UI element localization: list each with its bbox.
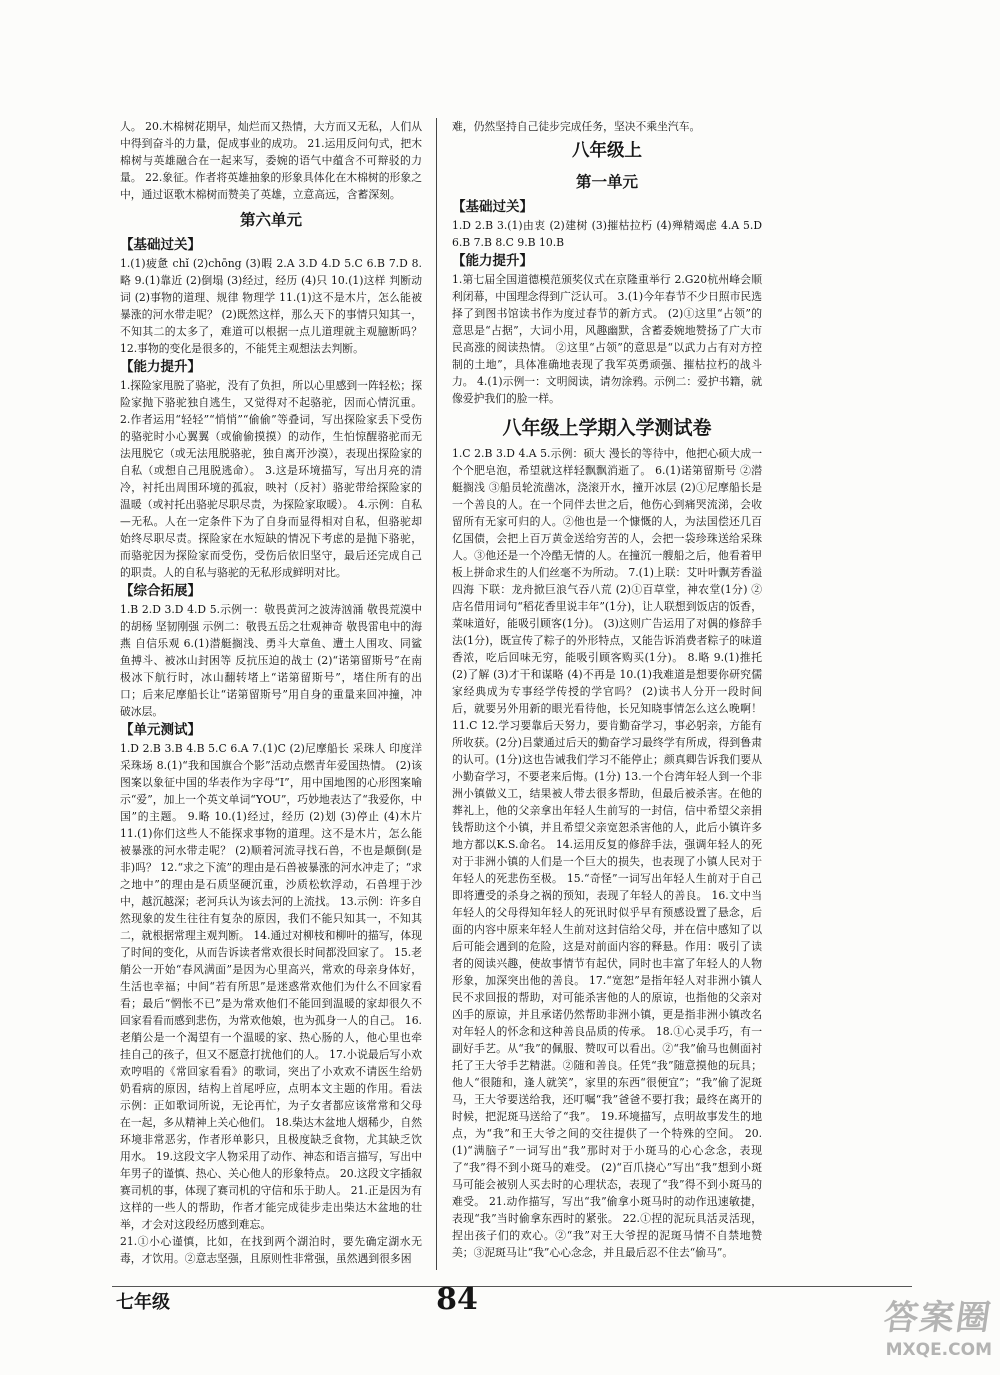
- entrance-test-title: 八年级上学期入学测试卷: [502, 417, 712, 439]
- continued-answer-text: 难，仍然坚持自己徒步完成任务，坚决不乘坐汽车。: [452, 120, 701, 133]
- page-number: 84: [436, 1282, 478, 1317]
- unit-test-answers-continued: 21.①小心谨慎，比如，在找到两个湖泊时，要先确定湖水无毒，才饮用。②意志坚强，且原则性非常强，虽然遇到很多困: [120, 1235, 422, 1265]
- ability-answers: 1.第七届全国道德模范颁奖仪式在京隆重举行 2.G20杭州峰会顺利闭幕，中国理念得到广泛认可。 3.(1)今年春节不少日照市民选择了到图书馆读书作为度过春节的新方式。 (2)①这里“占领”的意思是“占据”，大词小用，风趣幽默，含蓄委婉地赞扬了广大市民高涨的阅读热情。 ②这里“占领”的意思是“以武力占有对方控制的土地”，具体准确地表现了我军英勇顽强、摧枯拉朽的战斗力。 4.(1)示例一：文明阅读，请勿涂鸦。示例二：爱护书籍，就像爱护我们的脸一样。: [452, 273, 762, 405]
- expand-section-heading: 【综合拓展】: [120, 583, 201, 599]
- footer-rule: [112, 1286, 912, 1287]
- ability-answers: 1.探险家甩脱了骆驼，没有了负担，所以心里感到一阵轻松；探险家抛下骆驼独自逃生，又觉得对不起骆驼，因而心情沉重。 2.作者运用“轻轻”“悄悄”“偷偷”等叠词，写出探险家丢下受伤的骆驼时小心翼翼（或偷偷摸摸）的动作，生怕惊醒骆驼而无法甩脱它（或无法甩脱骆驼，独自离开沙漠），表现出探险家的自私（或想自己甩脱逃命）。 3.这是环境描写，写出月亮的清冷，衬托出周围环境的孤寂，映衬（反衬）骆驼带给探险家的温暖（或衬托出骆驼尽职尽责，为探险家取暖）。 4.示例：自私—无私。人在一定条件下为了自身而显得相对自私，但骆驼却始终尽职尽责。探险家在水短缺的情况下考虑的是抛下骆驼，而骆驼因为探险家而受伤，受伤后依旧坚守，最后还完成自己的职责。人的自私与骆驼的无私形成鲜明对比。: [120, 379, 422, 579]
- expand-answers: 1.B 2.D 3.D 4.D 5.示例一：敬畏黄河之波涛汹涌 敬畏荒漠中的胡杨 坚韧刚强 示例二：敬畏五岳之壮观神奇 敬畏雷电中的海燕 自信乐观 6.(1)潜艇搁浅、勇斗大章鱼、遭土人围攻、同鲨鱼搏斗、被冰山封困等 反抗压迫的战士 (2)“诺第留斯号”在南极冰下航行时，冰山翻转堵上“诺第留斯号”，堵住所有的出口；后来尼摩船长让“诺第留斯号”用自身的重量来回冲撞，冲破冰层。: [120, 603, 422, 718]
- unit-test-heading: 【单元测试】: [120, 722, 201, 738]
- ability-section-heading: 【能力提升】: [452, 253, 533, 269]
- basic-section-heading: 【基础过关】: [120, 237, 201, 253]
- column-divider: [436, 118, 437, 1270]
- footer-grade-label: 七年级: [116, 1292, 170, 1313]
- unit-test-answers: 1.D 2.B 3.B 4.B 5.C 6.A 7.(1)C (2)尼摩船长 采珠人 印度洋采珠场 8.(1)“我和国旗合个影”活动点燃青年爱国热情。 (2)该图案以象征中国的华表作为字母“I”，用中国地图的心形图案喻示“爱”，加上一个英文单词“YOU”，巧妙地表达了“我爱你，中国”的主题。 9.略 10.(1)经过，经历 (2)划 (3)停止 (4)木片 11.(1)你们这些人不能探求事物的道理。这不是木片，怎么能被暴涨的河水带走呢？ (2)顺着河流寻找石兽，不也是颠倒(是非)吗？ 12.“求之下流”的理由是石兽被暴涨的河水冲走了；“求之地中”的理由是石质坚硬沉重，沙质松软浮动，石兽埋于沙中，越沉越深；老河兵认为该去河的上流找。 13.示例：许多自然现象的发生往往有复杂的原因，我们不能只知其一，不知其二，就根据常理主观判断。 14.通过对柳枝和柳叶的描写，体现了时间的变化，从而告诉读者常欢很长时间都没回家了。 15.老艄公一开始“春风满面”是因为心里高兴，常欢的母亲身体好，生活也幸福；中间“若有所思”是迷惑常欢他们为什么不回家看看；最后“惘怅不已”是为常欢他们不能回到温暖的家却很久不回家看看而感到悲伤，为常欢他娘，也为孤身一人的自己。 16.老艄公是一个渴望有一个温暖的家、热心肠的人，他心里也牵挂自己的孩子，但又不愿意打扰他们的人。 17.小说最后写小欢欢哼唱的《常回家看看》的歌词，突出了小欢欢不请医生给奶奶看病的原因，结构上首尾呼应，点明本文主题的作用。看法示例：正如歌词所说，无论再忙，为子女者都应该常常和父母在一起，多从精神上关心他们。 18.柴达木盆地人烟稀少，自然环境非常恶劣，作者形单影只，且极度缺乏食物，尤其缺乏饮用水。 19.这段文字人物采用了动作、神态和语言描写，写出中年男子的谨慎、热心、关心他人的形象特点。 20.这段文字插叙赛司机的事，体现了赛司机的守信和乐于助人。 21.正是因为有这样的一些人的帮助，作者才能完成徒步走出柴达木盆地的壮举，才会对这段经历感到难忘。: [120, 742, 422, 1231]
- watermark: [812, 1296, 995, 1368]
- basic-answers: 1.(1)疲惫 chǐ (2)chōng (3)暇 2.A 3.D 4.D 5.C 6.B 7.D 8.略 9.(1)靠近 (2)倒塌 (3)经过，经历 (4)只 10.(1)这样 判断动词 (2)事物的道理、规律 物理学 11.(1)这不是木片，怎么能被暴涨的河水带走呢？ (2)既然这样，那么天下的事情只知其一，不知其二的太多了，难道可以根据一点儿道理就主观臆断吗？ 12.事物的变化是很多的，不能凭主观想法去判断。: [120, 257, 422, 355]
- grade-title: 八年级上: [572, 141, 642, 161]
- entrance-test-answers: 1.C 2.B 3.D 4.A 5.示例：硕大 漫长的等待中，他把心硕大成一个个肥皂泡，希望就这样轻飘飘消逝了。 6.(1)诺第留斯号 ②潜艇搁浅 ③船员轮流凿冰，浇滚开水，撞开冰层 (2)①尼摩船长是一个善良的人。在一个同伴去世之后，他伤心到痛哭流涕，会收留所有无家可归的人。②他也是一个慷慨的人，为法国偿还几百亿国债，会把上百万黄金送给穷苦的人，会把一袋珍珠送给采珠人。③他还是一个冷酷无情的人。在撞沉一艘船之后，他看着甲板上拼命求生的人们丝毫不为所动。 7.(1)上联：艾叶叶飘芳香溢四海 下联：龙舟掀巨浪气吞八荒 (2)①百草堂，神农堂(1分) ②店名借用词句“稻花香里说丰年”(1分)，让人联想到饭店的饭香，菜味道好，能吸引顾客(1分)。 (3)这则广告运用了对偶的修辞手法(1分)，既宣传了粽子的外形特点，又能告诉消费者粽子的味道香浓，吃后回味无穷，能吸引顾客购买(1分)。 8.略 9.(1)推托 (2)了解 (3)才干和谋略 (4)不再是 10.(1)我难道是想要你研究儒家经典成为专事经学传授的学官吗？ (2)读书人分开一段时间后，就要另外用新的眼光看待他，长兄知晓事情怎么这么晚啊！ 11.C 12.学习要靠后天努力，要肯勤奋学习，事必躬亲，方能有所收获。(2分)吕蒙通过后天的勤奋学习最终学有所成，得到鲁肃的认可。(1分)这也告诫我们学习不能停止；颜真卿告诉我们要从小勤奋学习，不要老来后悔。(1分) 13.一个台湾年轻人到一个非洲小镇做义工，结果被人带去很多帮助，但最后被杀害。在他的葬礼上，他的父亲拿出年轻人生前写的一封信，信中希望父亲捐钱帮助这个小镇，并且希望父亲宽恕杀害他的人，此后小镇许多地方都以K.S.命名。 14.运用反复的修辞手法，强调年轻人的死对于非洲小镇的人们是一个巨大的损失，也表现了小镇人民对于年轻人的死悲伤至极。 15.“奇怪”一词写出年轻人生前对于自己即将遭受的杀身之祸的预知，表现了年轻人的善良。 16.文中当年轻人的父母得知年轻人的死讯时似乎早有预感设置了悬念，后面的内容中原来年轻人生前对这封信给父母，并在信中感知了以后可能会遇到的危险，这是对前面内容的释悬。作用：吸引了读者的阅读兴趣，使故事情节有起伏，同时也丰富了年轻人的人物形象，加深突出他的善良。 17.“宽恕”是指年轻人对非洲小镇人民不求回报的帮助，对可能杀害他的人的原谅，也指他的父亲对凶手的原谅，并且承诺仍然帮助非洲小镇，更是指非洲小镇改名对年轻人的怀念和这种善良品质的传承。 18.①心灵手巧，有一副好手艺。从“我”的佩服、赞叹可以看出。②“我”偷马也侧面衬托了王大爷手艺精湛。②随和善良。任凭“我”随意摸他的玩具；他人“很随和，逢人就笑”，家里的东西“很便宜”；“我”偷了泥斑马，王大爷要送给我，还叮嘱“我”爸爸不要打我；最终在离开的时候，把泥斑马送给了“我”。 19.环境描写，点明故事发生的地点，为“我”和王大爷之间的交往提供了一个特殊的空间。 20.(1)“满脑子”一词写出“我”那时对于小斑马的心心念念，表现了“我”得不到小斑马的难受。 (2)“百爪挠心”写出“我”想到小斑马可能会被别人买去时的心理状态，表现了“我”得不到小斑马的难受。 21.动作描写，写出“我”偷拿小斑马时的动作迅速敏捷，表现“我”当时偷拿东西时的紧张。 22.①捏的泥玩具活灵活现，捏出孩子们的欢心。②“我”对王大爷捏的泥斑马情不自禁地赞美；③泥斑马让“我”心心念念，并且最后忍不住去“偷马”。: [452, 447, 762, 1259]
- unit-1-title: 第一单元: [575, 173, 638, 191]
- watermark-url: MXQE.COM: [885, 1340, 992, 1360]
- right-column: [452, 118, 762, 1261]
- basic-answers: 1.D 2.B 3.(1)由衷 (2)建树 (3)摧枯拉朽 (4)殚精竭虑 4.A 5.D 6.B 7.B 8.C 9.B 10.B: [452, 219, 762, 249]
- left-column: [120, 118, 422, 1267]
- basic-section-heading: 【基础过关】: [452, 199, 533, 215]
- watermark-logo: 答案圈: [881, 1298, 995, 1338]
- unit-6-title: 第六单元: [239, 211, 302, 229]
- continued-answer-text: 人。 20.木棉树花期早，灿烂而又热情，大方而又无私，人们从中得到奋斗的力量，促成事业的成功。 21.运用反问句式，把木棉树与英雄融合在一起来写，委婉的语气中蕴含不可辩驳的力量。 22.象征。作者将英雄抽象的形象具体化在木棉树的形象之中，通过讴歌木棉树而赞美了英雄，立意高远，含蓄深刻。: [120, 120, 422, 201]
- ability-section-heading: 【能力提升】: [120, 359, 201, 375]
